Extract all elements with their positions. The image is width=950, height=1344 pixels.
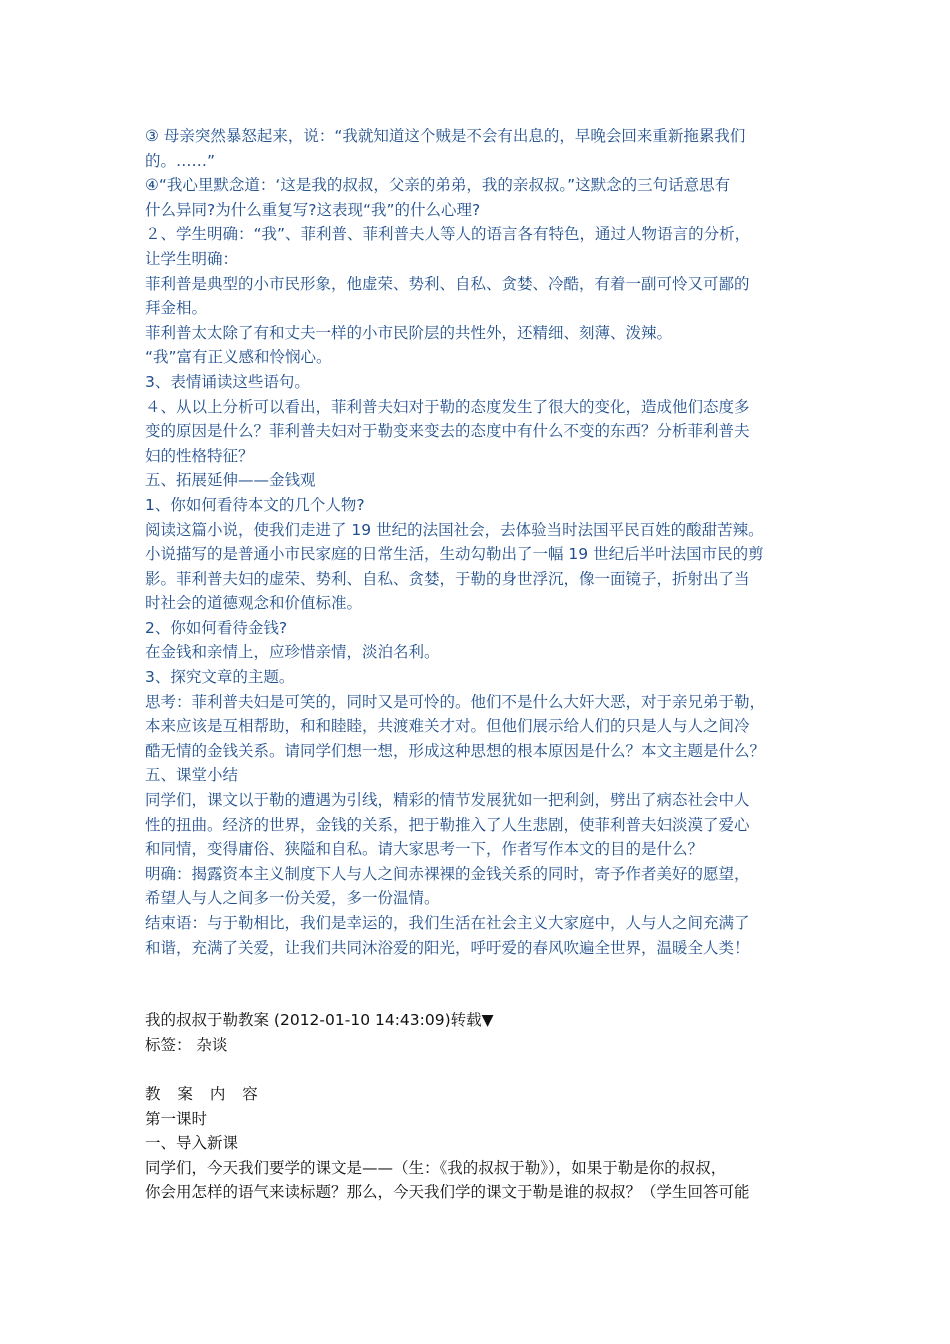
text-line: 本来应该是互相帮助，和和睦睦，共渡难关才对。但他们展示给人们的只是人与人之间冷 bbox=[145, 717, 750, 736]
text-line: ４、从以上分析可以看出，菲利普夫妇对于勒的态度发生了很大的变化，造成他们态度多 bbox=[145, 397, 750, 416]
section-heading: 五、课堂小结 bbox=[145, 766, 239, 785]
lesson-label: 第一课时 bbox=[145, 1109, 208, 1128]
text-line: 时社会的道德观念和价值标准。 bbox=[145, 594, 363, 613]
text-line: 思考：菲利普夫妇是可笑的，同时又是可怜的。他们不是什么大奸大恶，对于亲兄弟于勒， bbox=[145, 692, 766, 711]
lesson-plan-continuation bbox=[145, 124, 815, 960]
text-line: ④“我心里默念道：‘这是我的叔叔，父亲的弟弟，我的亲叔叔。”这默念的三句话意思有 bbox=[145, 176, 731, 195]
text-line: “我”富有正义感和怜悯心。 bbox=[145, 348, 332, 367]
text-line: 阅读这篇小说，使我们走进了 19 世纪的法国社会，去体验当时法国平民百姓的酸甜苦辣。 bbox=[145, 520, 764, 539]
text-line: 拜金相。 bbox=[145, 299, 208, 318]
spacer bbox=[145, 1057, 815, 1082]
text-line: 菲利普太太除了有和丈夫一样的小市民阶层的共性外，还精细、刻薄、泼辣。 bbox=[145, 323, 673, 342]
text-line: 结束语：与于勒相比，我们是幸运的，我们生活在社会主义大家庭中，人与人之间充满了 bbox=[145, 914, 750, 932]
text-line: 希望人与人之间多一份关爱，多一份温情。 bbox=[145, 889, 440, 908]
text-line: 在金钱和亲情上，应珍惜亲情，淡泊名利。 bbox=[145, 643, 440, 662]
text-line: 1、你如何看待本文的几个人物? bbox=[145, 495, 365, 514]
text-line: 菲利普是典型的小市民形象，他虚荣、势利、自私、贪婪、冷酷，有着一副可怜又可鄙的 bbox=[145, 274, 750, 293]
text-line: 小说描写的是普通小市民家庭的日常生活，生动勾勒出了一幅 19 世纪后半叶法国市民的剪 bbox=[145, 545, 764, 564]
text-line: 同学们，课文以于勒的遭遇为引线，精彩的情节发展犹如一把利剑，劈出了病态社会中人 bbox=[145, 791, 750, 810]
text-line: 妇的性格特征？ bbox=[145, 446, 254, 465]
text-line: 你会用怎样的语气来读标题？那么，今天我们学的课文于勒是谁的叔叔？（学生回答可能 bbox=[145, 1183, 750, 1202]
text-line: 什么异同?为什么重复写?这表现“我”的什么心理? bbox=[145, 200, 481, 219]
text-line: 3、表情诵读这些语句。 bbox=[145, 372, 310, 391]
text-line: 的。……” bbox=[145, 151, 216, 170]
text-line: 和谐，充满了关爱，让我们共同沐浴爱的阳光，呼吁爱的春风吹遍全世界，温暖全人类！ bbox=[145, 938, 750, 957]
text-line: 性的扭曲。经济的世界，金钱的关系，把于勒推入了人生悲剧，使菲利普夫妇淡漠了爱心 bbox=[145, 815, 750, 834]
text-line: 和同情，变得庸俗、狭隘和自私。请大家思考一下，作者写作本文的目的是什么？ bbox=[145, 840, 704, 859]
text-line: 变的原因是什么？菲利普夫妇对于勒变来变去的态度中有什么不变的东西？分析菲利普夫 bbox=[145, 422, 750, 441]
document-page bbox=[145, 124, 815, 1205]
text-line: 同学们，今天我们要学的课文是——（生：《我的叔叔于勒》），如果于勒是你的叔叔， bbox=[145, 1158, 727, 1177]
text-line: 让学生明确： bbox=[145, 249, 239, 268]
text-line: 2、你如何看待金钱? bbox=[145, 618, 288, 637]
blog-post bbox=[145, 1008, 815, 1205]
text-line: 3、探究文章的主题。 bbox=[145, 668, 295, 687]
text-line: ③ 母亲突然暴怒起来，说：“我就知道这个贼是不会有出息的，早晚会回来重新拖累我们 bbox=[145, 127, 746, 145]
text-line: 影。菲利普夫妇的虚荣、势利、自私、贪婪，于勒的身世浮沉，像一面镜子，折射出了当 bbox=[145, 569, 750, 588]
post-tags: 标签： 杂谈 bbox=[145, 1035, 228, 1054]
part-heading: 一、导入新课 bbox=[145, 1134, 239, 1153]
text-line: 酷无情的金钱关系。请同学们想一想，形成这种思想的根本原因是什么？本文主题是什么？ bbox=[145, 741, 766, 760]
text-line: ２、学生明确：“我”、菲利普、菲利普夫人等人的语言各有特色，通过人物语言的分析， bbox=[145, 225, 751, 244]
post-title: 我的叔叔于勒教案 (2012-01-10 14:43:09)转载▼ bbox=[145, 1011, 494, 1030]
text-line: 明确：揭露资本主义制度下人与人之间赤裸裸的金钱关系的同时，寄予作者美好的愿望， bbox=[145, 864, 750, 883]
section-heading: 五、拓展延伸——金钱观 bbox=[145, 471, 316, 490]
section-heading: 教 案 内 容 bbox=[145, 1084, 264, 1103]
